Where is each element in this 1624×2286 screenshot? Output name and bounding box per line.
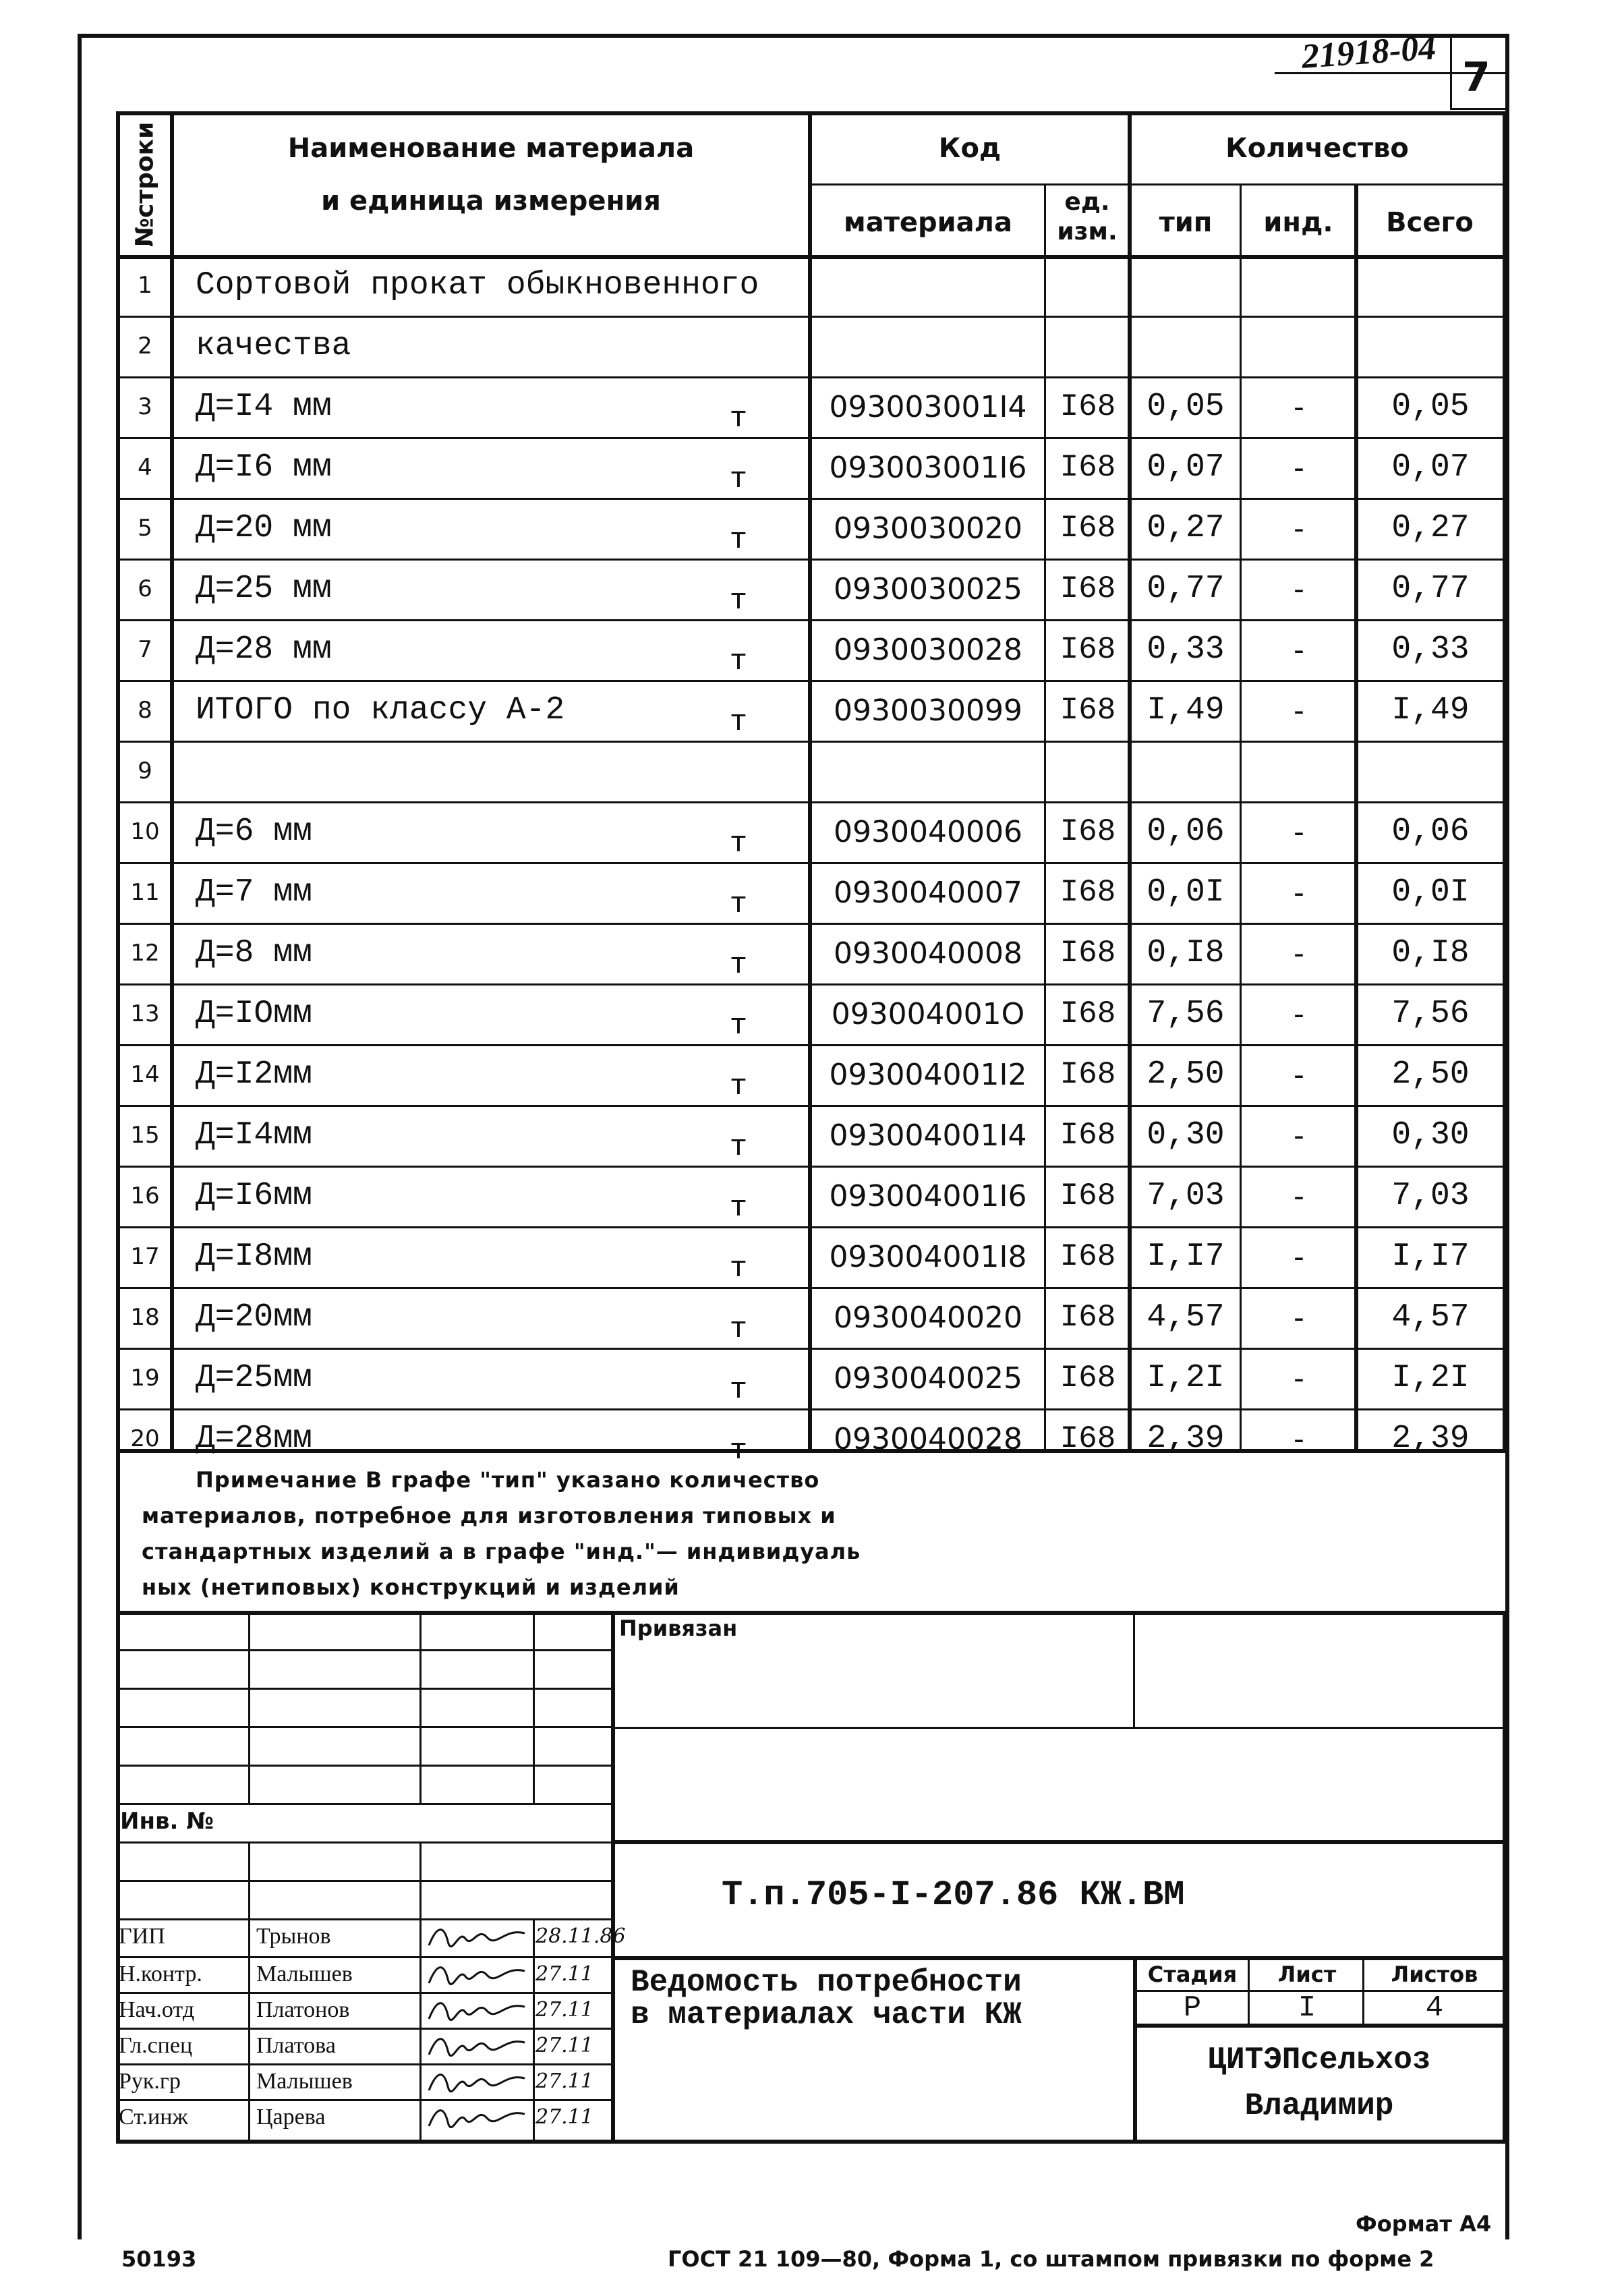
row-number-cell: 19: [130, 1365, 160, 1392]
qty-total-cell: I,2I: [1391, 1360, 1470, 1396]
qty-typ-cell: 2,39: [1147, 1421, 1225, 1457]
row-number-cell: 4: [138, 454, 152, 481]
signature-date: 27.11: [535, 2034, 593, 2057]
unit-code-cell: I68: [1060, 450, 1116, 485]
note-line-4: ных (нетиповых) конструкций и изделий: [142, 1574, 680, 1600]
qty-typ-cell: I,49: [1147, 692, 1225, 728]
unit-cell: т: [729, 1434, 748, 1468]
qty-typ-cell: 0,77: [1147, 571, 1225, 607]
material-name-cell: Д=7 мм: [196, 874, 312, 911]
signer-name: Малышев: [256, 2068, 353, 2094]
material-name-cell: Д=8 мм: [196, 935, 312, 971]
material-name-cell: Д=IОмм: [196, 996, 312, 1032]
qty-total-cell: 7,56: [1391, 996, 1470, 1032]
unit-code-cell: I68: [1060, 632, 1116, 667]
qty-total-cell: I,I7: [1391, 1238, 1470, 1275]
material-name-cell: Д=I4 мм: [196, 389, 332, 425]
qty-typ-cell: [1132, 255, 1240, 316]
unit-code-cell: [1048, 316, 1128, 376]
material-code-cell: [812, 741, 1044, 801]
row-number-cell: 10: [130, 818, 160, 845]
handwritten-signature: [424, 2063, 531, 2099]
unit-cell: т: [729, 1009, 748, 1043]
unit-code-cell: I68: [1060, 389, 1116, 424]
qty-total-cell: [1358, 316, 1503, 376]
unit-code-cell: I68: [1060, 996, 1116, 1031]
qty-ind-cell: -: [1294, 511, 1304, 546]
row-number-cell: 15: [130, 1122, 160, 1149]
unit-code-cell: I68: [1060, 1361, 1116, 1396]
header-material: материала: [844, 207, 1012, 238]
unit-cell: т: [729, 827, 748, 861]
qty-ind-cell: -: [1294, 1361, 1304, 1396]
signature-date: 27.11: [535, 1962, 593, 1986]
qty-typ-cell: 0,27: [1147, 510, 1225, 546]
material-name-cell: Д=I4мм: [196, 1117, 312, 1153]
material-name-cell: качества: [196, 328, 351, 364]
material-name-cell: ИТОГО по классу А-2: [196, 692, 565, 728]
qty-total-cell: I,49: [1391, 692, 1470, 728]
unit-cell: т: [729, 523, 748, 557]
row-number-cell: 14: [130, 1061, 160, 1088]
sheet-value: I: [1298, 1991, 1316, 2025]
unit-code-cell: I68: [1060, 875, 1116, 910]
qty-total-cell: 2,39: [1391, 1421, 1470, 1457]
unit-cell: т: [729, 1313, 748, 1346]
unit-cell: т: [729, 948, 748, 982]
handwritten-signature: [424, 1992, 531, 2028]
gost-reference: ГОСТ 21 109—80, Форма 1, со штампом привязки по форме 2: [668, 2246, 1434, 2272]
qty-typ-cell: 0,05: [1147, 389, 1225, 425]
handwritten-signature: [424, 2028, 531, 2063]
unit-cell: т: [729, 584, 748, 618]
qty-typ-cell: 7,56: [1147, 996, 1225, 1032]
header-name-line2: и единица измерения: [321, 185, 661, 217]
material-code-cell: [812, 316, 1044, 376]
signer-role: Нач.отд: [119, 1997, 195, 2022]
row-number-cell: 8: [138, 697, 152, 724]
qty-ind-cell: [1244, 255, 1354, 316]
header-quantity: Количество: [1225, 133, 1409, 164]
archive-code: 50193: [121, 2246, 197, 2272]
row-number-cell: 17: [130, 1243, 160, 1270]
material-code-cell: 0930030025: [834, 571, 1022, 606]
qty-typ-cell: 0,30: [1147, 1117, 1225, 1153]
stage-value: Р: [1183, 1991, 1202, 2025]
qty-ind-cell: -: [1294, 693, 1304, 728]
signer-role: Рук.гр: [119, 2068, 181, 2094]
handwritten-signature: [424, 2099, 531, 2135]
header-total: Всего: [1386, 207, 1474, 238]
material-code-cell: 093003001I4: [829, 389, 1027, 424]
unit-cell: т: [729, 402, 748, 436]
material-code-cell: 093003001I6: [829, 450, 1027, 485]
unit-code-cell: I68: [1060, 814, 1116, 849]
qty-total-cell: 2,50: [1391, 1056, 1470, 1093]
qty-total-cell: 0,05: [1391, 389, 1470, 425]
row-number-cell: 13: [130, 1000, 160, 1027]
row-number-cell: 5: [138, 515, 152, 542]
unit-cell: т: [729, 888, 748, 921]
material-name-cell: Д=20 мм: [196, 510, 332, 546]
material-code-cell: 093004001О: [831, 996, 1025, 1031]
material-code-cell: 0930040028: [834, 1421, 1022, 1456]
material-name-cell: Д=I6мм: [196, 1178, 312, 1214]
note-line-2: материалов, потребное для изготовления типовых и: [142, 1503, 836, 1528]
format-label: Формат А4: [1356, 2211, 1492, 2237]
header-code: Код: [938, 133, 1002, 164]
material-code-cell: 093004001I2: [829, 1057, 1027, 1092]
material-name-cell: Д=6 мм: [196, 813, 312, 850]
organization-name: ЦИТЭПсельхоз Владимир: [1207, 2042, 1431, 2123]
material-code-cell: [812, 255, 1044, 316]
qty-ind-cell: -: [1294, 1300, 1304, 1335]
material-name-cell: Д=28 мм: [196, 631, 332, 668]
qty-total-cell: [1358, 741, 1503, 801]
signature-date: 27.11: [535, 2105, 593, 2129]
qty-typ-cell: 0,0I: [1147, 874, 1225, 911]
material-name-cell: Сортовой прокат обыкновенного: [196, 267, 759, 304]
signer-name: Царева: [256, 2104, 326, 2130]
header-typ: тип: [1159, 207, 1213, 238]
material-code-cell: 0930030099: [834, 693, 1022, 728]
header-unit-code: ед. изм.: [1057, 188, 1118, 246]
qty-ind-cell: -: [1294, 1118, 1304, 1153]
sheets-value: 4: [1425, 1991, 1444, 2025]
qty-ind-cell: [1244, 316, 1354, 376]
row-number-cell: 3: [138, 393, 152, 420]
unit-code-cell: I68: [1060, 693, 1116, 728]
unit-cell: т: [729, 1252, 748, 1286]
qty-typ-cell: [1132, 741, 1240, 801]
header-row-number: №строки: [131, 121, 159, 248]
unit-cell: т: [729, 1373, 748, 1407]
signer-name: Платова: [256, 2032, 336, 2058]
qty-total-cell: 0,I8: [1391, 935, 1470, 971]
qty-ind-cell: -: [1294, 389, 1304, 424]
unit-cell: т: [729, 463, 748, 496]
qty-ind-cell: -: [1294, 875, 1304, 910]
row-number-cell: 6: [138, 575, 152, 602]
sheets-label: Листов: [1391, 1962, 1478, 1987]
unit-cell: т: [729, 1191, 748, 1225]
signer-role: ГИП: [119, 1923, 165, 1949]
material-name-cell: Д=25мм: [196, 1360, 312, 1396]
qty-total-cell: 0,0I: [1391, 874, 1470, 911]
material-name-cell: Д=I8мм: [196, 1238, 312, 1275]
signature-date: 27.11: [535, 1998, 593, 2022]
unit-code-cell: I68: [1060, 1421, 1116, 1456]
row-number-cell: 1: [138, 272, 152, 299]
unit-code-cell: I68: [1060, 1239, 1116, 1274]
unit-cell: т: [729, 706, 748, 739]
qty-ind-cell: -: [1294, 1239, 1304, 1274]
signer-name: Трынов: [256, 1923, 331, 1949]
qty-total-cell: 4,57: [1391, 1299, 1470, 1336]
qty-total-cell: 0,77: [1391, 571, 1470, 607]
material-code-cell: 093004001I6: [829, 1178, 1027, 1213]
material-name-cell: Д=20мм: [196, 1299, 312, 1336]
qty-ind-cell: -: [1294, 814, 1304, 849]
unit-code-cell: I68: [1060, 936, 1116, 971]
handwritten-signature: [424, 1918, 531, 1954]
material-code-cell: 0930030020: [834, 511, 1022, 546]
qty-total-cell: 7,03: [1391, 1178, 1470, 1214]
unit-code-cell: [1048, 255, 1128, 316]
signer-role: Ст.инж: [119, 2104, 188, 2130]
handwritten-signature: [424, 1956, 531, 1992]
qty-typ-cell: 4,57: [1147, 1299, 1225, 1336]
doc-number: 21918-04: [1300, 28, 1438, 76]
qty-total-cell: 0,30: [1391, 1117, 1470, 1153]
material-code-cell: 0930030028: [834, 632, 1022, 667]
qty-typ-cell: 0,33: [1147, 631, 1225, 668]
qty-typ-cell: I,2I: [1147, 1360, 1225, 1396]
row-number-cell: 11: [130, 879, 160, 906]
note-line-3: стандартных изделий а в графе "инд."— индивидуаль: [142, 1539, 861, 1564]
row-number-cell: 7: [138, 636, 152, 663]
signature-date: 28.11.86: [535, 1924, 626, 1948]
unit-code-cell: I68: [1060, 1300, 1116, 1335]
qty-ind-cell: -: [1294, 1178, 1304, 1213]
qty-ind-cell: -: [1294, 571, 1304, 606]
signer-name: Малышев: [256, 1961, 353, 1987]
row-number-cell: 18: [130, 1304, 160, 1331]
material-code-cell: 093004001I4: [829, 1118, 1027, 1153]
material-name-cell: Д=I6 мм: [196, 449, 332, 486]
unit-code-cell: I68: [1060, 1118, 1116, 1153]
qty-typ-cell: [1132, 316, 1240, 376]
material-code-cell: 0930040007: [834, 875, 1022, 910]
material-name-cell: Д=I2мм: [196, 1056, 312, 1093]
header-name-line1: Наименование материала: [287, 133, 695, 164]
qty-ind-cell: -: [1294, 996, 1304, 1031]
signature-date: 27.11: [535, 2069, 593, 2093]
unit-cell: т: [729, 645, 748, 679]
row-number-cell: 16: [130, 1182, 160, 1209]
qty-typ-cell: I,I7: [1147, 1238, 1225, 1275]
material-name-cell: Д=28мм: [196, 1421, 312, 1457]
material-code-cell: 093004001I8: [829, 1239, 1027, 1274]
qty-typ-cell: 0,I8: [1147, 935, 1225, 971]
unit-cell: т: [729, 1131, 748, 1164]
unit-code-cell: I68: [1060, 1178, 1116, 1213]
qty-total-cell: 0,27: [1391, 510, 1470, 546]
qty-total-cell: [1358, 255, 1503, 316]
unit-code-cell: [1048, 741, 1128, 801]
stage-label: Стадия: [1147, 1962, 1238, 1987]
unit-code-cell: I68: [1060, 511, 1116, 546]
unit-code-cell: I68: [1060, 571, 1116, 606]
privyazan-label: Привязан: [619, 1616, 738, 1641]
signer-name: Платонов: [256, 1997, 350, 2022]
qty-ind-cell: -: [1294, 936, 1304, 971]
qty-total-cell: 0,06: [1391, 813, 1470, 850]
qty-typ-cell: 2,50: [1147, 1056, 1225, 1093]
row-number-cell: 20: [130, 1425, 160, 1452]
qty-typ-cell: 0,06: [1147, 813, 1225, 850]
sheet-label: Лист: [1277, 1962, 1337, 1987]
qty-ind-cell: -: [1294, 450, 1304, 485]
material-code-cell: 0930040025: [834, 1361, 1022, 1396]
unit-code-cell: I68: [1060, 1057, 1116, 1092]
document-designation: Т.п.705-I-207.86 КЖ.ВМ: [722, 1875, 1185, 1915]
header-ind: инд.: [1263, 207, 1333, 238]
inventory-number-label: Инв. №: [120, 1808, 214, 1835]
row-number-cell: 12: [130, 940, 160, 967]
material-code-cell: 0930040020: [834, 1300, 1022, 1335]
material-code-cell: 0930040008: [834, 936, 1022, 971]
material-name-cell: Д=25 мм: [196, 571, 332, 607]
signer-role: Гл.спец: [119, 2032, 193, 2058]
document-title: Ведомость потребности в материалах части КЖ: [631, 1965, 1022, 2032]
qty-typ-cell: 0,07: [1147, 449, 1225, 486]
signer-role: Н.контр.: [119, 1961, 202, 1987]
qty-ind-cell: -: [1294, 632, 1304, 667]
qty-ind-cell: -: [1294, 1421, 1304, 1456]
qty-total-cell: 0,07: [1391, 449, 1470, 486]
qty-typ-cell: 7,03: [1147, 1178, 1225, 1214]
material-name-cell: [196, 741, 749, 801]
unit-cell: т: [729, 1070, 748, 1104]
sheet-corner-number: 7: [1462, 54, 1490, 101]
qty-ind-cell: -: [1294, 1057, 1304, 1092]
qty-total-cell: 0,33: [1391, 631, 1470, 668]
material-code-cell: 0930040006: [834, 814, 1022, 849]
row-number-cell: 2: [138, 333, 152, 360]
qty-ind-cell: [1244, 741, 1354, 801]
row-number-cell: 9: [138, 758, 152, 784]
note-line-1: Примечание В графе "тип" указано количество: [196, 1467, 820, 1493]
